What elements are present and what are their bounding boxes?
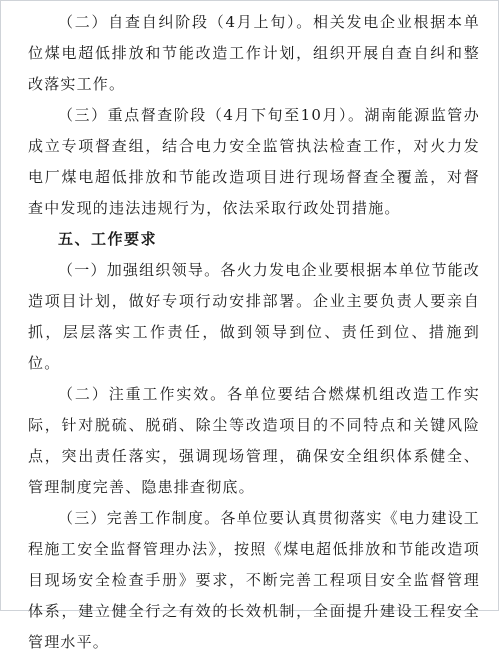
document-body <box>28 7 480 658</box>
paragraph-self-check-stage: （二）自查自纠阶段（4月上旬）。相关发电企业根据本单位煤电超低排放和节能改造工作计划，组织开展自查自纠和整改落实工作。 <box>28 13 480 93</box>
paragraph-improve-system: （三）完善工作制度。各单位要认真贯彻落实《电力建设工程施工安全监督管理办法》，按照《煤电超低排放和节能改造项目现场安全检查手册》要求，不断完善工程项目安全监督管理体系，建立健全行之有效的长效机制，全面提升建设工程安全管理水平。 <box>28 509 480 651</box>
paragraph-key-inspection-stage: （三）重点督查阶段（4月下旬至10月）。湖南能源监管办成立专项督查组，结合电力安全监管执法检查工作，对火力发电厂煤电超低排放和节能改造项目进行现场督查全覆盖，对督查中发现的违法违规行为，依法采取行政处罚措施。 <box>28 106 480 217</box>
paragraph-focus-effectiveness: （二）注重工作实效。各单位要结合燃煤机组改造工作实际，针对脱硫、脱硝、除尘等改造项目的不同特点和关键风险点，突出责任落实，强调现场管理，确保安全组织体系健全、管理制度完善、隐患排查彻底。 <box>28 385 480 496</box>
paragraph-strengthen-leadership: （一）加强组织领导。各火力发电企业要根据本单位节能改造项目计划，做好专项行动安排部署。企业主要负责人要亲自抓，层层落实工作责任，做到领导到位、责任到位、措施到位。 <box>28 261 480 372</box>
section-heading-work-requirements: 五、工作要求 <box>58 230 158 248</box>
